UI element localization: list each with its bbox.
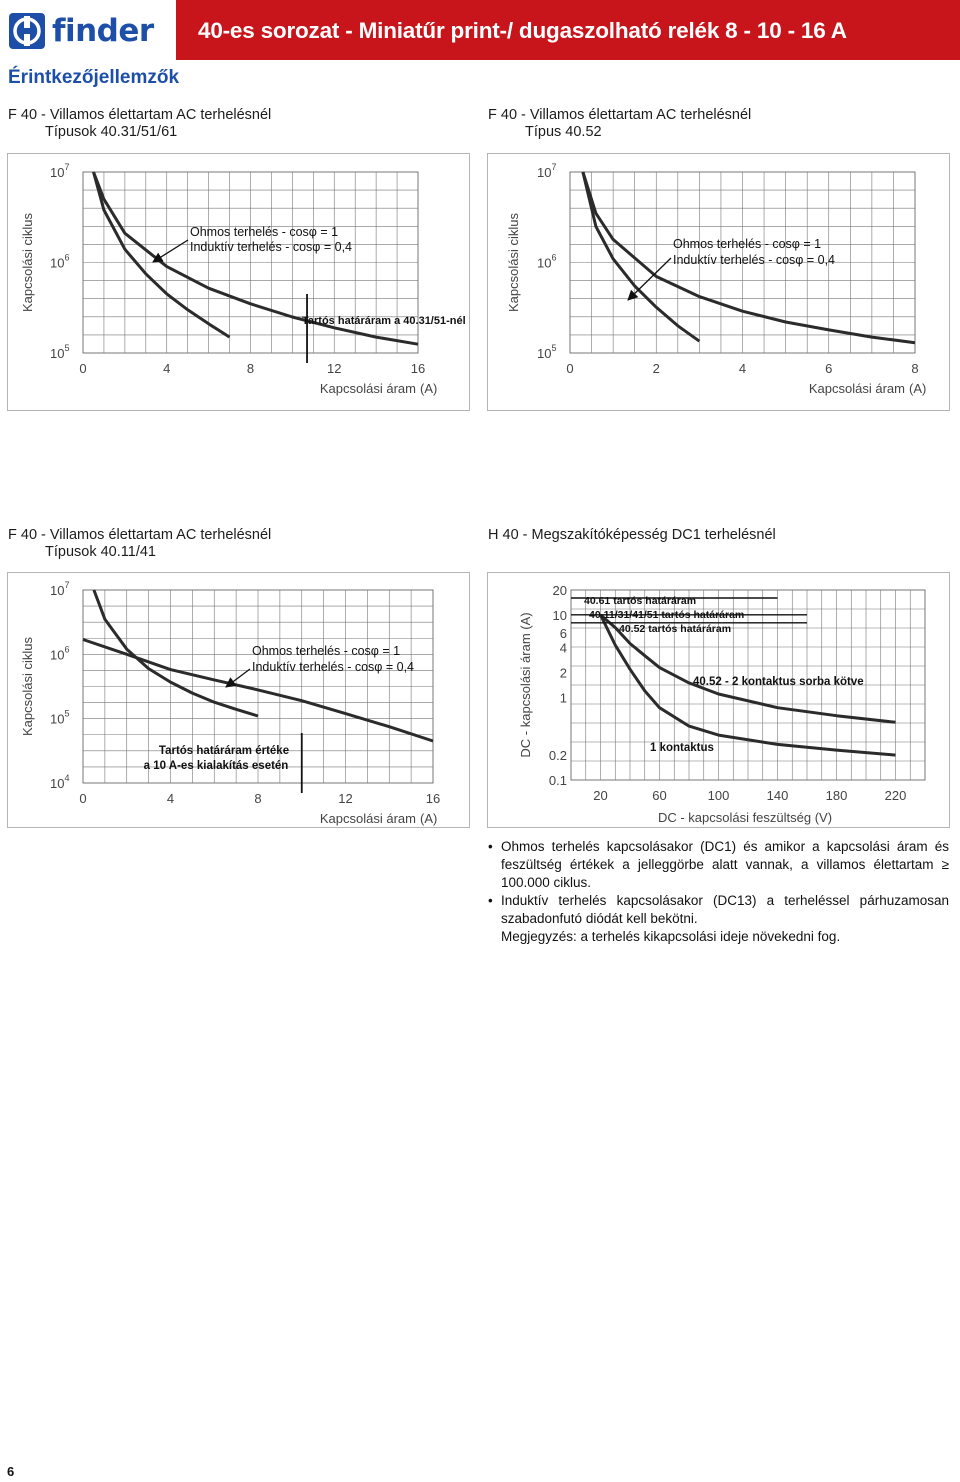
- chart4-xtick-label: 60: [652, 788, 667, 803]
- chart2-legend-2: Induktív terhelés - cosφ = 0,4: [673, 253, 836, 267]
- brand-name: finder: [52, 13, 154, 49]
- chart3-svg: [8, 573, 469, 827]
- chart2-title: F 40 - Villamos élettartam AC terhelésnél: [488, 107, 752, 123]
- chart4-xlabel: DC - kapcsolási feszültség (V): [657, 810, 833, 825]
- chart4-label-2: 40.11/31/41/51 tartós határáram: [589, 609, 745, 621]
- chart2-xunit: (A): [909, 381, 927, 396]
- chart4-label-4: 40.52 - 2 kontaktus sorba kötve: [693, 676, 864, 688]
- finder-logo-icon: [8, 12, 46, 50]
- chart2-subtitle: Típus 40.52: [525, 124, 602, 140]
- chart4-ytick-label: 6: [559, 626, 567, 642]
- chart2-heading: [488, 107, 751, 141]
- chart4-frame: [487, 572, 950, 828]
- chart1-xlabel: Kapcsolási áram: [319, 381, 416, 396]
- chart3-xtick-label: 0: [79, 791, 87, 806]
- chart1-series-2-line: [94, 172, 230, 337]
- chart1-ytick-label: $10^6$: [50, 252, 70, 271]
- chart4-ytick-label: 20: [552, 583, 567, 598]
- note-text: Ohmos terhelés kapcsolásakor (DC1) és amikor a kapcsolási áram és feszültség értékek a jelleggörbe alatt vannak, a villamos élettartam ≥ 100.000 ciklus.: [501, 839, 949, 890]
- chart1-ytick-label: $10^5$: [50, 343, 70, 361]
- note-bullet: •: [488, 839, 493, 854]
- chart1-xtick-label: 16: [410, 361, 426, 376]
- chart4-ytick-label: 4: [559, 640, 567, 656]
- chart3-xlabel: Kapcsolási áram: [319, 811, 416, 826]
- chart1-legend-1: Ohmos terhelés - cosφ = 1: [190, 225, 339, 239]
- chart3-ytick-label: $10^6$: [50, 644, 70, 663]
- chart2-xlabel: Kapcsolási áram: [808, 381, 905, 396]
- chart3-frame: [7, 572, 470, 828]
- chart2-ytick-label: $10^5$: [537, 343, 557, 361]
- note-text: Induktív terhelés kapcsolásakor (DC13) a terheléssel párhuzamosan szabadonfutó diódát kell bekötni.: [501, 893, 949, 926]
- chart4-xtick-label: 220: [884, 788, 907, 803]
- chart1-xtick-label: 0: [79, 361, 87, 376]
- chart1-legend-arrow: [153, 240, 188, 262]
- chart3-legend-1: Ohmos terhelés - cosφ = 1: [252, 644, 401, 658]
- chart4-ytick-label: 0.1: [548, 773, 567, 788]
- notes: [487, 838, 949, 946]
- page-title: 40-es sorozat - Miniatűr print-/ dugaszolható relék 8 - 10 - 16 A: [176, 0, 960, 60]
- chart3-xunit: (A): [420, 811, 438, 826]
- chart3-ylabel: Kapcsolási ciklus: [20, 637, 35, 736]
- chart3-subtitle: Típusok 40.11/41: [45, 544, 156, 560]
- chart4-xtick-label: 180: [825, 788, 848, 803]
- finder-logo: [8, 12, 158, 50]
- chart3-ytick-label: $10^5$: [50, 708, 70, 727]
- chart1-heading: [8, 107, 271, 141]
- chart3-xtick-label: 8: [254, 791, 262, 806]
- chart2-xtick-label: 2: [652, 361, 660, 376]
- chart1-ylabel: Kapcsolási ciklus: [20, 213, 35, 312]
- chart1-frame: [7, 153, 470, 411]
- chart2-ytick-label: $10^7$: [537, 162, 557, 180]
- chart4-xtick-label: 20: [593, 788, 608, 803]
- chart4-ytick-label: 1: [559, 690, 567, 706]
- chart1-xtick-label: 12: [327, 361, 342, 376]
- chart3-ytick-label: $10^7$: [50, 580, 70, 598]
- chart2-legend-1: Ohmos terhelés - cosφ = 1: [673, 237, 822, 251]
- section-title: Érintkezőjellemzők: [8, 67, 180, 88]
- chart2-ylabel: Kapcsolási ciklus: [506, 213, 521, 312]
- chart3-xtick-label: 12: [338, 791, 353, 806]
- chart3-annotation-1: Tartós határáram értéke: [158, 745, 290, 757]
- chart2-xtick-label: 8: [911, 361, 919, 376]
- note-item: [487, 892, 949, 928]
- chart4-label-3: 40.52 tartós határáram: [619, 623, 732, 635]
- chart2-xtick-label: 6: [825, 361, 833, 376]
- chart4-heading: [488, 527, 776, 544]
- chart4-ytick-label: 10: [552, 607, 567, 623]
- chart4-svg: [488, 573, 949, 827]
- chart4-ytick-label: 0.2: [548, 748, 567, 764]
- chart1-legend-2: Induktív terhelés - cosφ = 0,4: [190, 240, 353, 254]
- chart3-xtick-label: 4: [166, 791, 175, 806]
- chart1-xtick-label: 4: [163, 361, 171, 376]
- chart4-label-1: 40.61 tartós határáram: [584, 595, 697, 607]
- chart4-ylabel: DC - kapcsolási áram (A): [518, 612, 533, 758]
- chart1-svg: [8, 154, 469, 410]
- chart1-annotation: Tartós határáram a 40.31/51-nél: [302, 315, 466, 327]
- chart2-xtick-label: 4: [738, 361, 747, 376]
- chart4-ytick-label: 2: [559, 665, 567, 681]
- chart3-legend-2: Induktív terhelés - cosφ = 0,4: [252, 660, 415, 674]
- chart3-xtick-label: 16: [425, 791, 441, 806]
- chart3-title: F 40 - Villamos élettartam AC terhelésnél: [8, 527, 272, 543]
- chart1-title: F 40 - Villamos élettartam AC terhelésnél: [8, 107, 272, 123]
- chart3-ytick-label: $10^4$: [50, 773, 70, 791]
- chart2-ytick-label: $10^6$: [537, 252, 557, 271]
- chart4-label-5: 1 kontaktus: [650, 742, 714, 754]
- chart2-frame: [487, 153, 950, 411]
- note-bullet: •: [488, 893, 493, 908]
- note-item: [487, 838, 949, 892]
- chart4-title: H 40 - Megszakítóképesség DC1 terhelésnél: [488, 527, 776, 543]
- chart2-xtick-label: 0: [566, 361, 574, 376]
- chart1-xtick-label: 8: [246, 361, 255, 376]
- chart1-xunit: (A): [420, 381, 438, 396]
- note-remark: Megjegyzés: a terhelés kikapcsolási ideje növekedni fog.: [501, 929, 841, 944]
- page-number: 6: [7, 1464, 15, 1479]
- chart1-ytick-label: $10^7$: [50, 162, 70, 180]
- chart2-svg: [488, 154, 949, 410]
- chart3-heading: [8, 527, 271, 561]
- chart4-xtick-label: 140: [766, 788, 789, 803]
- chart3-annotation-2: a 10 A-es kialakítás esetén: [143, 760, 289, 772]
- chart4-xtick-label: 100: [707, 788, 730, 803]
- chart1-subtitle: Típusok 40.31/51/61: [45, 124, 178, 140]
